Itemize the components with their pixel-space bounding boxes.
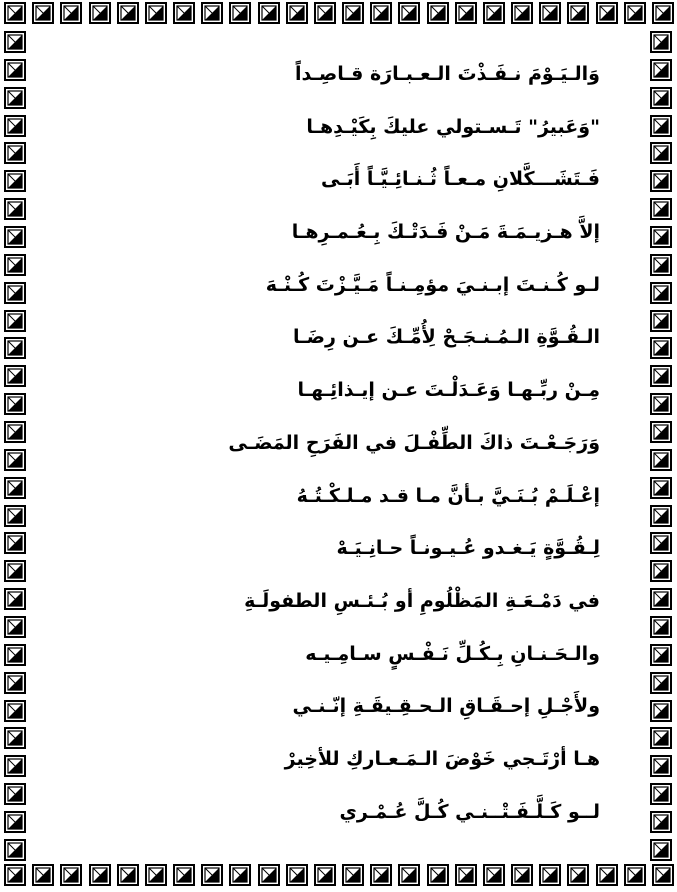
- corner-triangle-tile-icon: [650, 87, 672, 109]
- corner-triangle-tile-icon: [650, 282, 672, 304]
- corner-triangle-tile-icon: [650, 700, 672, 722]
- poem-line: لــو كَـلَّـفَـتْــنـي كُـلَّ عُـمْـري: [339, 800, 600, 823]
- corner-triangle-tile-icon: [32, 864, 54, 886]
- corner-triangle-tile-icon: [650, 310, 672, 332]
- corner-triangle-tile-icon: [4, 365, 26, 387]
- corner-triangle-tile-icon: [4, 532, 26, 554]
- poem-line: فَـتَشَـــكَّلانِ مـعـاً ثُـنـائِـيَّـاً أَبَـى: [320, 168, 600, 191]
- corner-triangle-tile-icon: [173, 864, 195, 886]
- corner-triangle-tile-icon: [4, 727, 26, 749]
- poem-line: إعْـلَـمْ بُـنَـيَّ بـأنَّ مـا قـد مـلـكْـتُـهُ: [296, 484, 600, 507]
- corner-triangle-tile-icon: [455, 2, 477, 24]
- corner-triangle-tile-icon: [652, 864, 674, 886]
- corner-triangle-tile-icon: [4, 644, 26, 666]
- corner-triangle-tile-icon: [567, 864, 589, 886]
- corner-triangle-tile-icon: [455, 864, 477, 886]
- corner-triangle-tile-icon: [650, 672, 672, 694]
- corner-triangle-tile-icon: [650, 644, 672, 666]
- corner-triangle-tile-icon: [60, 864, 82, 886]
- corner-triangle-tile-icon: [650, 588, 672, 610]
- corner-triangle-tile-icon: [4, 839, 26, 861]
- corner-triangle-tile-icon: [596, 2, 618, 24]
- poem-line: إلاَّ هـزيـمَـةَ مَـنْ فَـدَتْـكَ بِـعُـمـرِهـا: [291, 221, 600, 244]
- corner-triangle-tile-icon: [539, 2, 561, 24]
- corner-triangle-tile-icon: [650, 616, 672, 638]
- corner-triangle-tile-icon: [650, 365, 672, 387]
- decorative-border-bottom: [4, 864, 674, 888]
- corner-triangle-tile-icon: [342, 2, 364, 24]
- corner-triangle-tile-icon: [32, 2, 54, 24]
- corner-triangle-tile-icon: [650, 59, 672, 81]
- corner-triangle-tile-icon: [4, 115, 26, 137]
- corner-triangle-tile-icon: [427, 2, 449, 24]
- corner-triangle-tile-icon: [60, 2, 82, 24]
- corner-triangle-tile-icon: [398, 2, 420, 24]
- corner-triangle-tile-icon: [4, 31, 26, 53]
- corner-triangle-tile-icon: [229, 2, 251, 24]
- decorative-border-right: [650, 31, 674, 861]
- corner-triangle-tile-icon: [314, 2, 336, 24]
- corner-triangle-tile-icon: [4, 170, 26, 192]
- corner-triangle-tile-icon: [89, 2, 111, 24]
- corner-triangle-tile-icon: [117, 2, 139, 24]
- poem-line: وَرَجَـعْـتَ ذاكَ الطِّفْـلَ في الفَرَحِ المَضَـى: [228, 431, 600, 454]
- corner-triangle-tile-icon: [4, 864, 26, 886]
- corner-triangle-tile-icon: [4, 672, 26, 694]
- corner-triangle-tile-icon: [4, 87, 26, 109]
- corner-triangle-tile-icon: [650, 226, 672, 248]
- poem-text: [60, 48, 600, 838]
- corner-triangle-tile-icon: [342, 864, 364, 886]
- corner-triangle-tile-icon: [4, 421, 26, 443]
- corner-triangle-tile-icon: [511, 2, 533, 24]
- corner-triangle-tile-icon: [370, 864, 392, 886]
- corner-triangle-tile-icon: [650, 421, 672, 443]
- corner-triangle-tile-icon: [650, 811, 672, 833]
- corner-triangle-tile-icon: [4, 811, 26, 833]
- corner-triangle-tile-icon: [650, 337, 672, 359]
- corner-triangle-tile-icon: [4, 254, 26, 276]
- corner-triangle-tile-icon: [89, 864, 111, 886]
- corner-triangle-tile-icon: [650, 783, 672, 805]
- corner-triangle-tile-icon: [4, 198, 26, 220]
- corner-triangle-tile-icon: [4, 310, 26, 332]
- corner-triangle-tile-icon: [650, 254, 672, 276]
- corner-triangle-tile-icon: [650, 560, 672, 582]
- corner-triangle-tile-icon: [650, 198, 672, 220]
- poem-line: لـو كُـنـتَ إبـنـيَ مؤمِـنـاً مَـيَّـزْتَ كُـنْـهَ: [265, 273, 600, 296]
- corner-triangle-tile-icon: [4, 560, 26, 582]
- corner-triangle-tile-icon: [511, 864, 533, 886]
- corner-triangle-tile-icon: [539, 864, 561, 886]
- corner-triangle-tile-icon: [4, 337, 26, 359]
- corner-triangle-tile-icon: [4, 142, 26, 164]
- corner-triangle-tile-icon: [4, 505, 26, 527]
- corner-triangle-tile-icon: [229, 864, 251, 886]
- corner-triangle-tile-icon: [483, 864, 505, 886]
- corner-triangle-tile-icon: [145, 864, 167, 886]
- corner-triangle-tile-icon: [624, 2, 646, 24]
- corner-triangle-tile-icon: [567, 2, 589, 24]
- poem-line: وَالـيَـوْمَ نـفَـذْتَ الـعـبـارَة قـاصِـداً: [294, 63, 600, 85]
- corner-triangle-tile-icon: [4, 616, 26, 638]
- poem-line: ولأَجْـلِ إحـقَـاقِ الـحـقِـيقَـةِ إنّـنـي: [292, 695, 600, 718]
- corner-triangle-tile-icon: [4, 588, 26, 610]
- corner-triangle-tile-icon: [201, 864, 223, 886]
- corner-triangle-tile-icon: [650, 170, 672, 192]
- corner-triangle-tile-icon: [201, 2, 223, 24]
- corner-triangle-tile-icon: [398, 864, 420, 886]
- corner-triangle-tile-icon: [4, 755, 26, 777]
- corner-triangle-tile-icon: [4, 393, 26, 415]
- corner-triangle-tile-icon: [650, 449, 672, 471]
- corner-triangle-tile-icon: [650, 505, 672, 527]
- poem-line: الـقُـوَّةِ الـمُـنـجَـحْ لِأُمِّـكَ عـن رِضَـا: [293, 326, 600, 349]
- corner-triangle-tile-icon: [650, 532, 672, 554]
- corner-triangle-tile-icon: [4, 59, 26, 81]
- corner-triangle-tile-icon: [596, 864, 618, 886]
- corner-triangle-tile-icon: [624, 864, 646, 886]
- corner-triangle-tile-icon: [4, 477, 26, 499]
- corner-triangle-tile-icon: [650, 477, 672, 499]
- corner-triangle-tile-icon: [4, 226, 26, 248]
- decorative-border-left: [4, 31, 28, 861]
- corner-triangle-tile-icon: [145, 2, 167, 24]
- corner-triangle-tile-icon: [650, 393, 672, 415]
- poem-line: مِـنْ ربِّـهـا وَعَـدَلْـتَ عـن إيـذائِـهـا: [297, 379, 600, 402]
- corner-triangle-tile-icon: [483, 2, 505, 24]
- corner-triangle-tile-icon: [427, 864, 449, 886]
- corner-triangle-tile-icon: [650, 839, 672, 861]
- corner-triangle-tile-icon: [370, 2, 392, 24]
- corner-triangle-tile-icon: [286, 2, 308, 24]
- corner-triangle-tile-icon: [650, 115, 672, 137]
- corner-triangle-tile-icon: [650, 727, 672, 749]
- corner-triangle-tile-icon: [4, 282, 26, 304]
- corner-triangle-tile-icon: [650, 755, 672, 777]
- corner-triangle-tile-icon: [650, 31, 672, 53]
- corner-triangle-tile-icon: [117, 864, 139, 886]
- corner-triangle-tile-icon: [314, 864, 336, 886]
- corner-triangle-tile-icon: [4, 2, 26, 24]
- poem-line: "وَعَبيرُ" تَـسـتولي عليكَ بِكَيْـدِهـا: [306, 115, 600, 138]
- poem-line: لِـقُـوَّةٍ يَـغـدو عُـيـونـاً حـانِـيَـهْ: [336, 537, 600, 560]
- poem-line: هـا أرْتَـجي خَوْضَ الـمَـعـاركِ للأخِيرْ: [284, 747, 600, 770]
- poem-line: والـحَـنـانِ بِـكُـلِّ نَـفْـسٍ سـامِـيـه: [305, 642, 600, 665]
- corner-triangle-tile-icon: [173, 2, 195, 24]
- poem-line: في دَمْـعَـةِ المَظْلُومِ أو بُـئـسِ الطفولَـةِ: [244, 589, 600, 612]
- decorative-border-top: [4, 2, 674, 26]
- corner-triangle-tile-icon: [650, 142, 672, 164]
- corner-triangle-tile-icon: [286, 864, 308, 886]
- corner-triangle-tile-icon: [258, 2, 280, 24]
- corner-triangle-tile-icon: [4, 449, 26, 471]
- corner-triangle-tile-icon: [4, 783, 26, 805]
- corner-triangle-tile-icon: [258, 864, 280, 886]
- corner-triangle-tile-icon: [652, 2, 674, 24]
- corner-triangle-tile-icon: [4, 700, 26, 722]
